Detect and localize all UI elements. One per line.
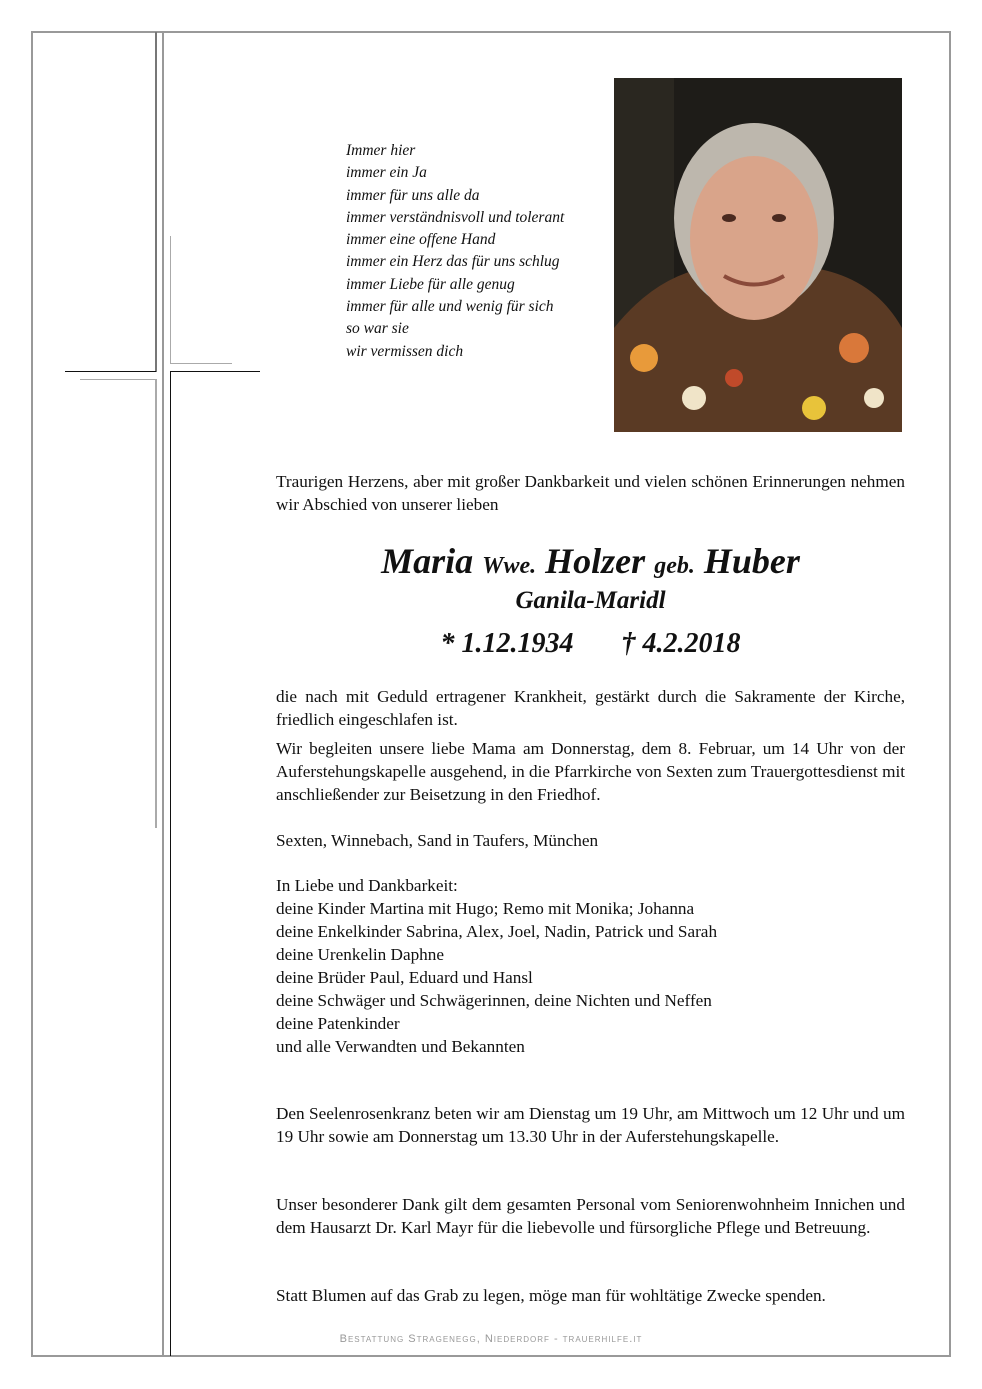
birth-date: * 1.12.1934 bbox=[440, 628, 574, 659]
nee-label: geb. bbox=[654, 553, 695, 579]
flowers-text: Statt Blumen auf das Grab zu legen, möge man für wohltätige Zwecke spenden. bbox=[276, 1286, 826, 1305]
places-text: Sexten, Winnebach, Sand in Taufers, München bbox=[276, 831, 599, 850]
death-date: † 4.2.2018 bbox=[621, 628, 741, 659]
first-name: Maria bbox=[381, 541, 474, 581]
mourners-line: und alle Verwandten und Bekannten bbox=[276, 1037, 525, 1056]
poem-line: wir vermissen dich bbox=[346, 342, 464, 360]
mourners-line: deine Kinder Martina mit Hugo; Remo mit Monika; Johanna bbox=[276, 899, 695, 918]
poem-line: Immer hier bbox=[346, 142, 416, 159]
mourners-line: deine Patenkinder bbox=[276, 1014, 400, 1033]
mourners-line: In Liebe und Dankbarkeit: bbox=[276, 876, 458, 895]
thanks-text: Unser besonderer Dank gilt dem gesamten Personal vom Seniorenwohnheim Innichen und dem Hausarzt Dr. Karl Mayr für die liebevolle und fürsorgliche Pflege und Betreuung. bbox=[276, 1195, 905, 1237]
poem-line: immer ein Ja bbox=[346, 164, 427, 182]
rosary-text: Den Seelenrosenkranz beten wir am Dienstag um 19 Uhr, am Mittwoch um 12 Uhr und um 19 Uhr sowie am Donnerstag um 13.30 Uhr in der Auferstehungskapelle. bbox=[276, 1104, 905, 1146]
funeral-text: Wir begleiten unsere liebe Mama am Donnerstag, dem 8. Februar, um 14 Uhr von der Auferstehungskapelle ausgehend, in die Pfarrkirche von Sexten zum Trauergottesdienst mit anschließender zur Beisetzung in den Friedhof. bbox=[276, 739, 905, 804]
last-name: Holzer bbox=[545, 541, 646, 581]
maiden-name: Huber bbox=[703, 541, 800, 581]
poem-line: immer für alle und wenig für sich bbox=[346, 298, 554, 316]
mourners-list bbox=[276, 874, 905, 1058]
deceased-name bbox=[276, 540, 905, 582]
passing-text: die nach mit Geduld ertragener Krankheit, gestärkt durch die Sakramente der Kirche, friedlich eingeschlafen ist. bbox=[276, 687, 905, 729]
poem bbox=[346, 140, 564, 363]
mourners-line: deine Schwäger und Schwägerinnen, deine Nichten und Neffen bbox=[276, 991, 712, 1010]
poem-line: immer Liebe für alle genug bbox=[346, 275, 515, 293]
widow-label: Wwe. bbox=[482, 553, 537, 579]
intro-text: Traurigen Herzens, aber mit großer Dankbarkeit und vielen schönen Erinnerungen nehmen wir Abschied von unserer lieben bbox=[276, 472, 905, 514]
dates bbox=[276, 628, 905, 660]
poem-line: immer für uns alle da bbox=[346, 186, 480, 204]
poem-line: immer eine offene Hand bbox=[346, 231, 496, 249]
nickname: Ganila-Maridl bbox=[515, 587, 666, 614]
mourners-line: deine Urenkelin Daphne bbox=[276, 945, 444, 964]
poem-line: immer ein Herz das für uns schlug bbox=[346, 253, 560, 271]
poem-line: so war sie bbox=[346, 320, 409, 338]
poem-line: immer verständnisvoll und tolerant bbox=[346, 208, 565, 226]
footer-credit: Bestattung Stragenegg, Niederdorf - trauerhilfe.it bbox=[339, 1333, 643, 1345]
mourners-line: deine Enkelkinder Sabrina, Alex, Joel, Nadin, Patrick und Sarah bbox=[276, 922, 718, 941]
portrait-photo bbox=[614, 78, 902, 432]
mourners-line: deine Brüder Paul, Eduard und Hansl bbox=[276, 968, 533, 987]
